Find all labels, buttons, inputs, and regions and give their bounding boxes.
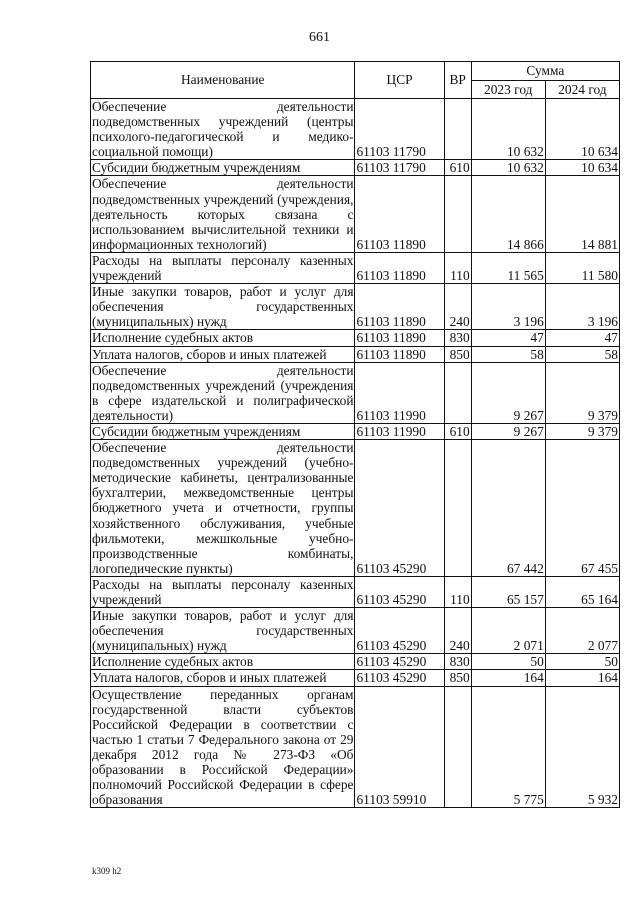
row-sum-2023: 5 775 [471,686,545,808]
row-sum-2024: 9 379 [545,362,619,423]
row-csr: 61103 11890 [355,330,444,346]
row-vr: 610 [444,423,471,439]
header-vr: ВР [444,62,471,99]
row-sum-2024: 10 634 [545,99,619,160]
row-vr: 850 [444,670,471,686]
row-sum-2023: 58 [471,346,545,362]
row-sum-2024: 47 [545,330,619,346]
table-row [91,99,620,160]
table-row [91,654,620,670]
row-name: Исполнение судебных актов [91,330,355,346]
row-csr: 61103 11990 [355,362,444,423]
row-name: Уплата налогов, сборов и иных платежей [91,670,355,686]
row-sum-2024: 2 077 [545,608,619,654]
row-name: Обеспечение деятельности подведомственных учреждений (центры психолого-педагогической и медико-социальной помощи) [92,99,354,160]
row-sum-2024: 5 932 [545,686,619,808]
table-row [91,440,620,577]
row-sum-2023: 47 [471,330,545,346]
row-name: Обеспечение деятельности подведомственных учреждений (учреждения в сфере издательской и полиграфической деятельности) [92,362,354,423]
header-sum: Сумма [471,62,619,81]
page-number: 661 [309,30,330,45]
table-row [91,160,620,176]
table-row [91,362,620,423]
row-sum-2024: 65 164 [545,576,619,607]
row-name: Обеспечение деятельности подведомственных учреждений (учебно-методические кабинеты, централизованные бухгалтерии, межведомственные центры бюджетного учета и отчетности, группы хозяйственного обслуживания, учебные фильмотеки, межшкольные учебно-производственные комбинаты, логопедические пункты) [92,440,354,576]
row-csr: 61103 11890 [355,176,444,252]
row-sum-2023: 3 196 [471,284,545,330]
row-sum-2023: 67 442 [471,440,545,577]
row-name: Расходы на выплаты персоналу казенных учреждений [92,252,354,284]
row-name: Осуществление переданных органам государственной власти субъектов Российской Федерации в соответствии с частью 1 статьи 7 Федерального закона от 29 декабря 2012 года № 273-ФЗ «Об образовании в Российской Федерации» полномочий Российской Федерации в сфере образования [92,686,354,808]
row-name: Уплата налогов, сборов и иных платежей [91,346,355,362]
row-vr [444,362,471,423]
table-row [91,423,620,439]
row-sum-2024: 164 [545,670,619,686]
row-sum-2023: 50 [471,654,545,670]
row-name: Субсидии бюджетным учреждениям [91,160,355,176]
row-csr: 61103 45290 [355,440,444,577]
budget-table [90,61,620,808]
row-sum-2024: 11 580 [545,252,619,283]
table-row [91,670,620,686]
footer-code: k309 h2 [92,866,122,876]
table-row [91,330,620,346]
row-name: Иные закупки товаров, работ и услуг для обеспечения государственных (муниципальных) нужд [92,284,354,330]
row-sum-2023: 11 565 [471,252,545,283]
table-row [91,346,620,362]
row-name: Расходы на выплаты персоналу казенных учреждений [92,576,354,607]
row-sum-2023: 9 267 [471,362,545,423]
row-sum-2024: 58 [545,346,619,362]
row-sum-2024: 14 881 [545,176,619,252]
header-csr: ЦСР [355,62,444,99]
row-vr [444,686,471,808]
table-row [91,686,620,808]
row-sum-2023: 14 866 [471,176,545,252]
row-sum-2024: 9 379 [545,423,619,439]
row-vr: 240 [444,284,471,330]
row-csr: 61103 11890 [355,284,444,330]
table-row [91,284,620,330]
row-vr [444,440,471,577]
row-name: Субсидии бюджетным учреждениям [91,423,355,439]
row-vr [444,176,471,252]
row-csr: 61103 59910 [355,686,444,808]
row-csr: 61103 45290 [355,654,444,670]
row-sum-2023: 10 632 [471,99,545,160]
row-sum-2023: 2 071 [471,608,545,654]
row-vr: 610 [444,160,471,176]
row-sum-2023: 10 632 [471,160,545,176]
row-vr: 240 [444,608,471,654]
row-csr: 61103 11890 [355,252,444,283]
table-row [91,576,620,607]
row-sum-2024: 50 [545,654,619,670]
row-name: Обеспечение деятельности подведомственных учреждений (учреждения, деятельность которых связана с использованием вычислительной техники и информационных технологий) [92,176,354,252]
table-row [91,176,620,252]
row-name: Иные закупки товаров, работ и услуг для обеспечения государственных (муниципальных) нужд [92,608,354,654]
row-vr: 850 [444,346,471,362]
table-row [91,252,620,283]
header-year-2023: 2023 год [471,81,545,99]
row-vr: 830 [444,654,471,670]
row-vr: 110 [444,252,471,283]
table-row [91,608,620,654]
row-vr [444,99,471,160]
row-sum-2024: 10 634 [545,160,619,176]
table-body [91,99,620,808]
header-name: Наименование [91,62,355,99]
row-csr: 61103 45290 [355,608,444,654]
table-header-row [91,62,620,81]
row-sum-2023: 9 267 [471,423,545,439]
row-csr: 61103 11890 [355,346,444,362]
row-sum-2023: 65 157 [471,576,545,607]
row-csr: 61103 11990 [355,423,444,439]
row-sum-2024: 67 455 [545,440,619,577]
row-csr: 61103 45290 [355,576,444,607]
row-name: Исполнение судебных актов [91,654,355,670]
row-csr: 61103 11790 [355,99,444,160]
row-vr: 110 [444,576,471,607]
row-sum-2023: 164 [471,670,545,686]
row-vr: 830 [444,330,471,346]
row-sum-2024: 3 196 [545,284,619,330]
header-year-2024: 2024 год [545,81,619,99]
row-csr: 61103 11790 [355,160,444,176]
row-csr: 61103 45290 [355,670,444,686]
